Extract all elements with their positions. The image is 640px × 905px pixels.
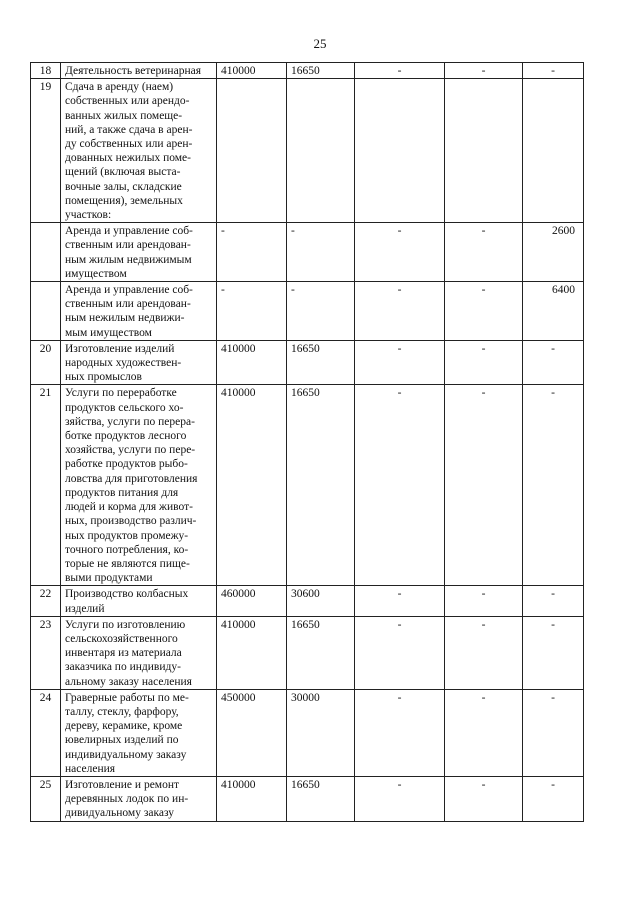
table-body <box>31 63 584 822</box>
table-row <box>31 385 584 586</box>
value-cell-1: - <box>217 282 287 341</box>
tariff-table <box>30 62 584 822</box>
value-cell-1: 460000 <box>217 586 287 616</box>
table-row <box>31 689 584 776</box>
value-cell-5: - <box>523 776 584 821</box>
row-number: 20 <box>31 340 61 385</box>
value-cell-1: - <box>217 223 287 282</box>
row-number: 24 <box>31 689 61 776</box>
value-cell-4: - <box>445 223 523 282</box>
row-number <box>31 223 61 282</box>
table-row <box>31 340 584 385</box>
value-cell-2: - <box>287 282 355 341</box>
table-row <box>31 282 584 341</box>
value-cell-3: - <box>355 586 445 616</box>
table-row <box>31 776 584 821</box>
value-cell-1 <box>217 79 287 223</box>
activity-name: Услуги по изготовлению сельскохозяйственного инвентаря из материала заказчика по индивиду- альному заказу населения <box>61 616 217 689</box>
table-row <box>31 586 584 616</box>
value-cell-5: - <box>523 616 584 689</box>
value-cell-5: - <box>523 63 584 79</box>
value-cell-3: - <box>355 282 445 341</box>
value-cell-4 <box>445 79 523 223</box>
value-cell-2: 16650 <box>287 385 355 586</box>
value-cell-3: - <box>355 776 445 821</box>
row-number: 19 <box>31 79 61 223</box>
activity-name: Аренда и управление соб- ственным или арендован- ным нежилым недвижи- мым имуществом <box>61 282 217 341</box>
value-cell-5: 6400 <box>523 282 584 341</box>
value-cell-3: - <box>355 385 445 586</box>
activity-name: Сдача в аренду (наем) собственных или арендо- ванных жилых помеще- ний, а также сдача в арен- ду собственных или арен- дованных нежилых поме- щений (включая выста- вочные залы, складские помещения), земельных участков: <box>61 79 217 223</box>
value-cell-2: 16650 <box>287 776 355 821</box>
value-cell-5: - <box>523 689 584 776</box>
value-cell-5: 2600 <box>523 223 584 282</box>
value-cell-4: - <box>445 689 523 776</box>
row-number: 23 <box>31 616 61 689</box>
value-cell-3: - <box>355 63 445 79</box>
value-cell-5 <box>523 79 584 223</box>
value-cell-4: - <box>445 385 523 586</box>
value-cell-3: - <box>355 340 445 385</box>
value-cell-4: - <box>445 586 523 616</box>
value-cell-4: - <box>445 63 523 79</box>
row-number: 22 <box>31 586 61 616</box>
table-row <box>31 616 584 689</box>
value-cell-4: - <box>445 340 523 385</box>
value-cell-2: - <box>287 223 355 282</box>
activity-name: Услуги по переработке продуктов сельского хо- зяйства, услуги по перера- ботке продуктов лесного хозяйства, услуги по пере- работке продуктов рыбо- ловства для приготовления продуктов питания для людей и корма для живот- ных, производство различ- ных продуктов промежу- точного потребления, ко- торые не являются пище- выми продуктами <box>61 385 217 586</box>
value-cell-2: 30000 <box>287 689 355 776</box>
value-cell-1: 410000 <box>217 776 287 821</box>
row-number: 21 <box>31 385 61 586</box>
value-cell-4: - <box>445 776 523 821</box>
value-cell-2: 16650 <box>287 340 355 385</box>
value-cell-2 <box>287 79 355 223</box>
value-cell-1: 450000 <box>217 689 287 776</box>
activity-name: Аренда и управление соб- ственным или арендован- ным жилым недвижимым имуществом <box>61 223 217 282</box>
page-number: 25 <box>313 36 327 51</box>
value-cell-1: 410000 <box>217 63 287 79</box>
activity-name: Граверные работы по ме- таллу, стеклу, фарфору, дереву, керамике, кроме ювелирных изделий по индивидуальному заказу населения <box>61 689 217 776</box>
table-row <box>31 63 584 79</box>
row-number: 18 <box>31 63 61 79</box>
value-cell-2: 30600 <box>287 586 355 616</box>
activity-name: Изготовление и ремонт деревянных лодок по ин- дивидуальному заказу <box>61 776 217 821</box>
value-cell-1: 410000 <box>217 385 287 586</box>
row-number: 25 <box>31 776 61 821</box>
activity-name: Изготовление изделий народных художествен- ных промыслов <box>61 340 217 385</box>
value-cell-3: - <box>355 616 445 689</box>
value-cell-2: 16650 <box>287 616 355 689</box>
value-cell-2: 16650 <box>287 63 355 79</box>
value-cell-5: - <box>523 340 584 385</box>
activity-name: Деятельность ветеринарная <box>61 63 217 79</box>
value-cell-5: - <box>523 586 584 616</box>
table-row <box>31 223 584 282</box>
value-cell-5: - <box>523 385 584 586</box>
value-cell-3: - <box>355 689 445 776</box>
value-cell-4: - <box>445 616 523 689</box>
row-number <box>31 282 61 341</box>
value-cell-4: - <box>445 282 523 341</box>
value-cell-3 <box>355 79 445 223</box>
value-cell-1: 410000 <box>217 340 287 385</box>
table-row <box>31 79 584 223</box>
value-cell-1: 410000 <box>217 616 287 689</box>
activity-name: Производство колбасных изделий <box>61 586 217 616</box>
value-cell-3: - <box>355 223 445 282</box>
